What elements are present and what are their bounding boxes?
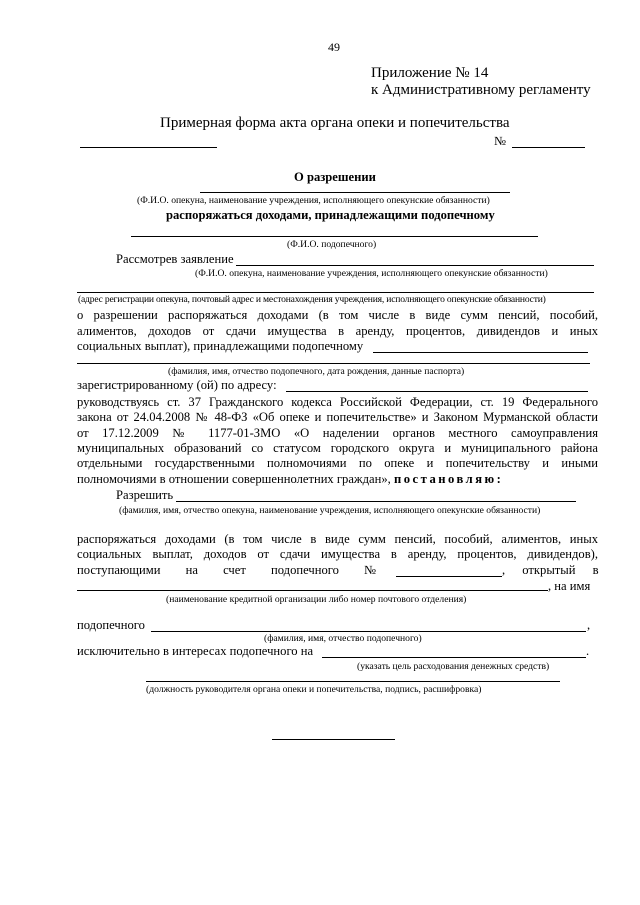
para2-line6-text: полномочиями в отношении совершеннолетних граждан», — [77, 472, 391, 486]
document-heading: О разрешении — [294, 170, 376, 184]
ward-label: подопечного — [77, 618, 145, 632]
para1-line1: о разрешении распоряжаться доходами (в том числе в виде сумм пенсий, пособий, — [77, 308, 598, 322]
comma: , — [587, 618, 591, 632]
appendix-line1: Приложение № 14 — [371, 65, 489, 81]
caption-ward-full: (фамилия, имя, отчество подопечного, дата рождения, данные паспорта) — [168, 366, 465, 377]
allow-label: Разрешить — [116, 488, 174, 502]
closing-line — [272, 739, 395, 740]
caption-address: (адрес регистрации опекуна, почтовый адрес и местонахождения учреждения, исполняющего опекунские обязанности) — [78, 294, 546, 305]
application-line — [236, 265, 594, 266]
form-title: Примерная форма акта органа опеки и попечительства — [160, 115, 510, 131]
para1-line2: алиментов, доходов от сдачи имущества в аренду, процентов, дивидендов и иных — [77, 324, 598, 338]
para2-line3: от 17.12.2009 № 1177-01-ЗМО «О наделении органов местного самоуправления — [77, 426, 598, 440]
subheading: распоряжаться доходами, принадлежащими подопечному — [166, 208, 495, 222]
registered-label: зарегистрированному (ой) по адресу: — [77, 378, 277, 392]
ward-fullname-line — [151, 631, 586, 632]
para3-line3a: поступающими на счет подопечного № — [77, 563, 377, 577]
resolution-word: постановляю: — [393, 472, 504, 486]
para3-line3b: , открытый в — [502, 563, 599, 577]
period: . — [586, 644, 590, 658]
para2-line1: руководствуясь ст. 37 Гражданского кодекса Российской Федерации, ст. 19 Федерального — [77, 395, 598, 409]
caption-guardian: (Ф.И.О. опекуна, наименование учреждения, исполняющего опекунские обязанности) — [137, 195, 490, 206]
signature-line — [146, 681, 560, 682]
appendix-line2: к Административному регламенту — [371, 82, 591, 98]
act-number-line — [512, 147, 585, 148]
para2-line4: муниципальных образований со статусом городского округа и муниципального района — [77, 441, 598, 455]
caption-signature: (должность руководителя органа опеки и попечительства, подпись, расшифровка) — [146, 684, 482, 695]
para2-line2: закона от 24.04.2008 № 48-ФЗ «Об опеке и попечительстве» и Законом Мурманской области — [77, 410, 598, 424]
para3-line2: социальных выплат, доходов от сдачи имущества в аренду, процентов, дивидендов), — [77, 547, 598, 561]
para2-line5: отдельными государственными полномочиями по опеке и попечительству и иными — [77, 456, 598, 470]
account-number-line — [396, 576, 502, 577]
para3-line4: , на имя — [548, 579, 591, 593]
ward-line — [131, 236, 538, 237]
number-sign: № — [494, 134, 507, 148]
address-line — [77, 292, 594, 293]
para3-line1: распоряжаться доходами (в том числе в виде сумм пенсий, пособий, алиментов, иных — [77, 532, 598, 546]
purpose-line — [322, 657, 586, 658]
para2-line6 — [77, 473, 503, 486]
para1-line3: социальных выплат), принадлежащими подопечному — [77, 339, 364, 353]
bank-line — [77, 590, 548, 591]
considered-label: Рассмотрев заявление — [116, 252, 234, 266]
page-number: 49 — [328, 40, 340, 54]
exclusively-label: исключительно в интересах подопечного на — [77, 644, 314, 658]
caption-bank: (наименование кредитной организации либо номер почтового отделения) — [166, 594, 467, 605]
act-date-line — [80, 147, 217, 148]
ward-data-line — [77, 363, 590, 364]
caption-ward: (Ф.И.О. подопечного) — [287, 239, 377, 250]
guardian-line — [200, 192, 510, 193]
caption-guardian2: (Ф.И.О. опекуна, наименование учреждения, исполняющего опекунские обязанности) — [195, 268, 548, 279]
registered-address-line — [286, 391, 588, 392]
caption-guardian-full: (фамилия, имя, отчество опекуна, наименование учреждения, исполняющего опекунские обязанности) — [119, 505, 541, 516]
allowed-person-line — [176, 501, 576, 502]
caption-purpose: (указать цель расходования денежных средств) — [357, 661, 550, 672]
ward-name-line — [373, 352, 588, 353]
caption-ward-name: (фамилия, имя, отчество подопечного) — [264, 633, 422, 644]
